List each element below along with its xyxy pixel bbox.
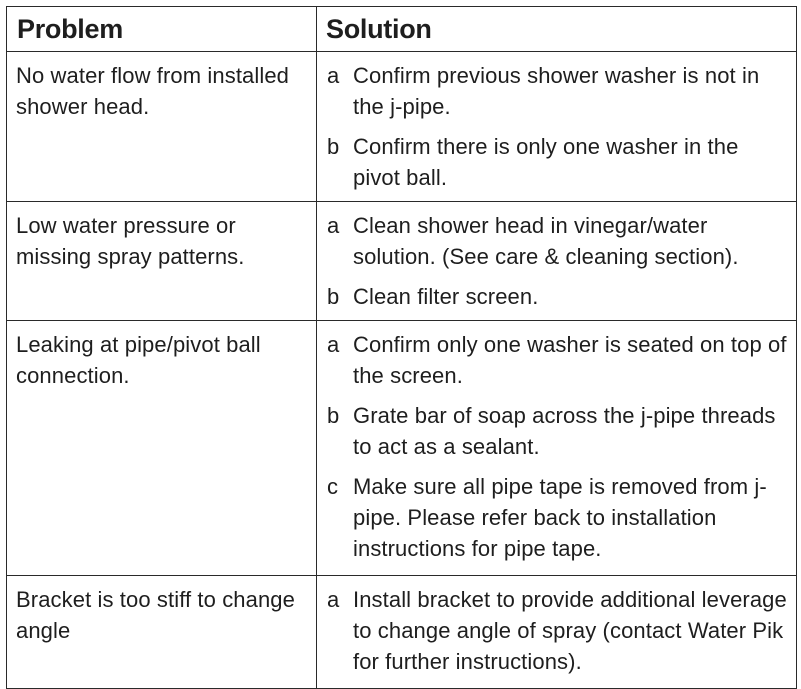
solution-text: Confirm there is only one washer in the pivot ball. [353, 134, 739, 190]
problem-cell: Bracket is too stiff to change angle [7, 576, 317, 689]
table-row [7, 202, 797, 321]
solution-text: Confirm previous shower washer is not in the j-pipe. [353, 63, 760, 119]
solution-item [325, 400, 788, 462]
solution-item [325, 584, 788, 677]
problem-column-header: Problem [7, 7, 317, 52]
solution-text: Clean shower head in vinegar/water solution. (See care & cleaning section). [353, 213, 739, 269]
table-row [7, 52, 797, 202]
solution-letter: a [327, 63, 340, 88]
solution-text: Grate bar of soap across the j-pipe threads to act as a sealant. [353, 403, 776, 459]
solution-letter: c [327, 474, 339, 499]
solution-letter: a [327, 332, 340, 357]
solution-item [325, 210, 788, 272]
table-row [7, 321, 797, 576]
solution-cell [317, 576, 797, 689]
table-row [7, 576, 797, 689]
solution-text: Make sure all pipe tape is removed from j-pipe. Please refer back to installation instructions for pipe tape. [353, 474, 767, 561]
problem-cell: No water flow from installed shower head. [7, 52, 317, 202]
header-row [7, 7, 797, 52]
solution-letter: b [327, 284, 340, 309]
solution-cell [317, 202, 797, 321]
problem-cell: Leaking at pipe/pivot ball connection. [7, 321, 317, 576]
solution-cell [317, 52, 797, 202]
solution-letter: a [327, 213, 340, 238]
troubleshooting-table [6, 6, 797, 689]
solution-column-header: Solution [317, 7, 797, 52]
problem-cell: Low water pressure or missing spray patterns. [7, 202, 317, 321]
solution-text: Confirm only one washer is seated on top of the screen. [353, 332, 787, 388]
solution-item [325, 281, 788, 312]
solution-item [325, 471, 788, 564]
solution-item [325, 329, 788, 391]
solution-cell [317, 321, 797, 576]
solution-letter: a [327, 587, 340, 612]
solution-letter: b [327, 134, 340, 159]
solution-item [325, 60, 788, 122]
solution-text: Install bracket to provide additional leverage to change angle of spray (contact Water Pik for further instructions). [353, 587, 787, 674]
solution-text: Clean filter screen. [353, 284, 539, 309]
solution-letter: b [327, 403, 340, 428]
solution-item [325, 131, 788, 193]
